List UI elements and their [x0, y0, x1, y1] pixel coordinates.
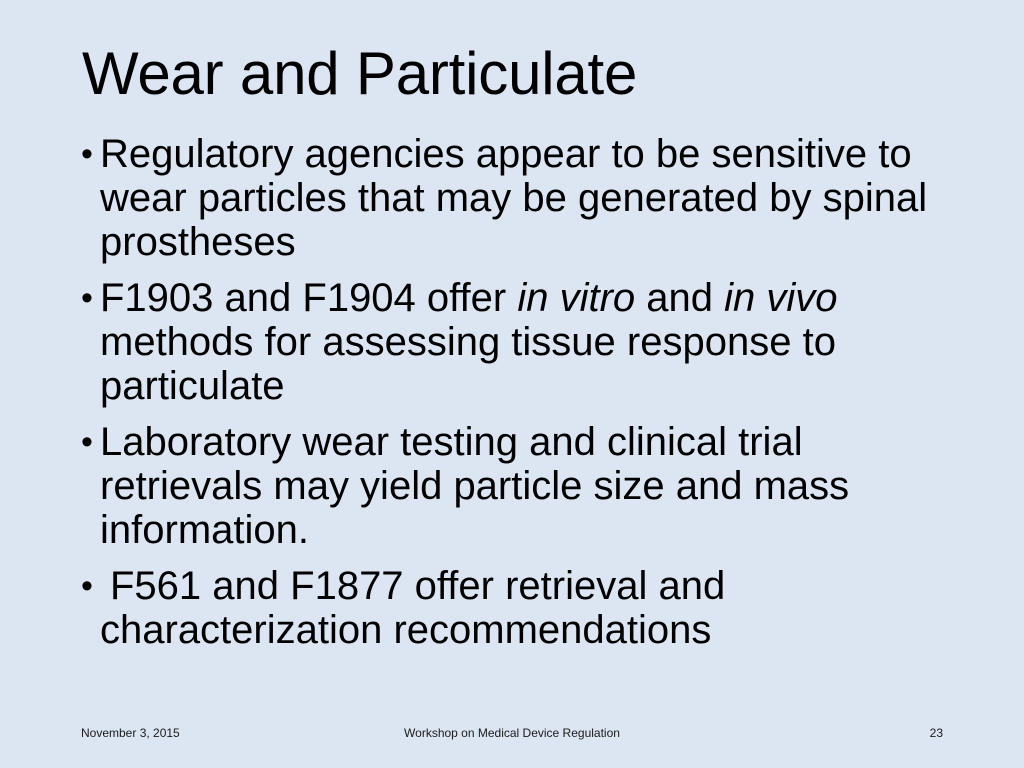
- bullet-item: [76, 420, 956, 552]
- bullet-list: [76, 132, 956, 652]
- footer-title: Workshop on Medical Device Regulation: [404, 726, 620, 740]
- bullet-icon: •: [81, 135, 93, 173]
- bullet-text-italic: in vitro: [517, 276, 636, 320]
- bullet-icon: •: [81, 423, 93, 461]
- footer-date: November 3, 2015: [81, 726, 180, 740]
- bullet-text-segment: F1903 and F1904 offer: [100, 276, 518, 320]
- bullet-item: [76, 132, 956, 264]
- bullet-item: [76, 564, 956, 652]
- bullet-text-segment: and: [635, 276, 725, 320]
- bullet-text-segment: methods for assessing tissue response to particulate: [100, 320, 836, 408]
- bullet-text: F561 and F1877 offer retrieval and characterization recommendations: [100, 564, 726, 652]
- bullet-text: [100, 276, 838, 408]
- page-number: 23: [929, 726, 943, 740]
- bullet-icon: •: [81, 279, 93, 317]
- bullet-item: [76, 276, 956, 408]
- bullet-text: Regulatory agencies appear to be sensitive to wear particles that may be generated by spinal prostheses: [100, 132, 928, 264]
- bullet-text-italic: in vivo: [724, 276, 838, 320]
- bullet-icon: •: [81, 567, 93, 605]
- slide-title: Wear and Particulate: [82, 40, 638, 107]
- bullet-text: Laboratory wear testing and clinical trial retrievals may yield particle size and mass information.: [100, 420, 850, 552]
